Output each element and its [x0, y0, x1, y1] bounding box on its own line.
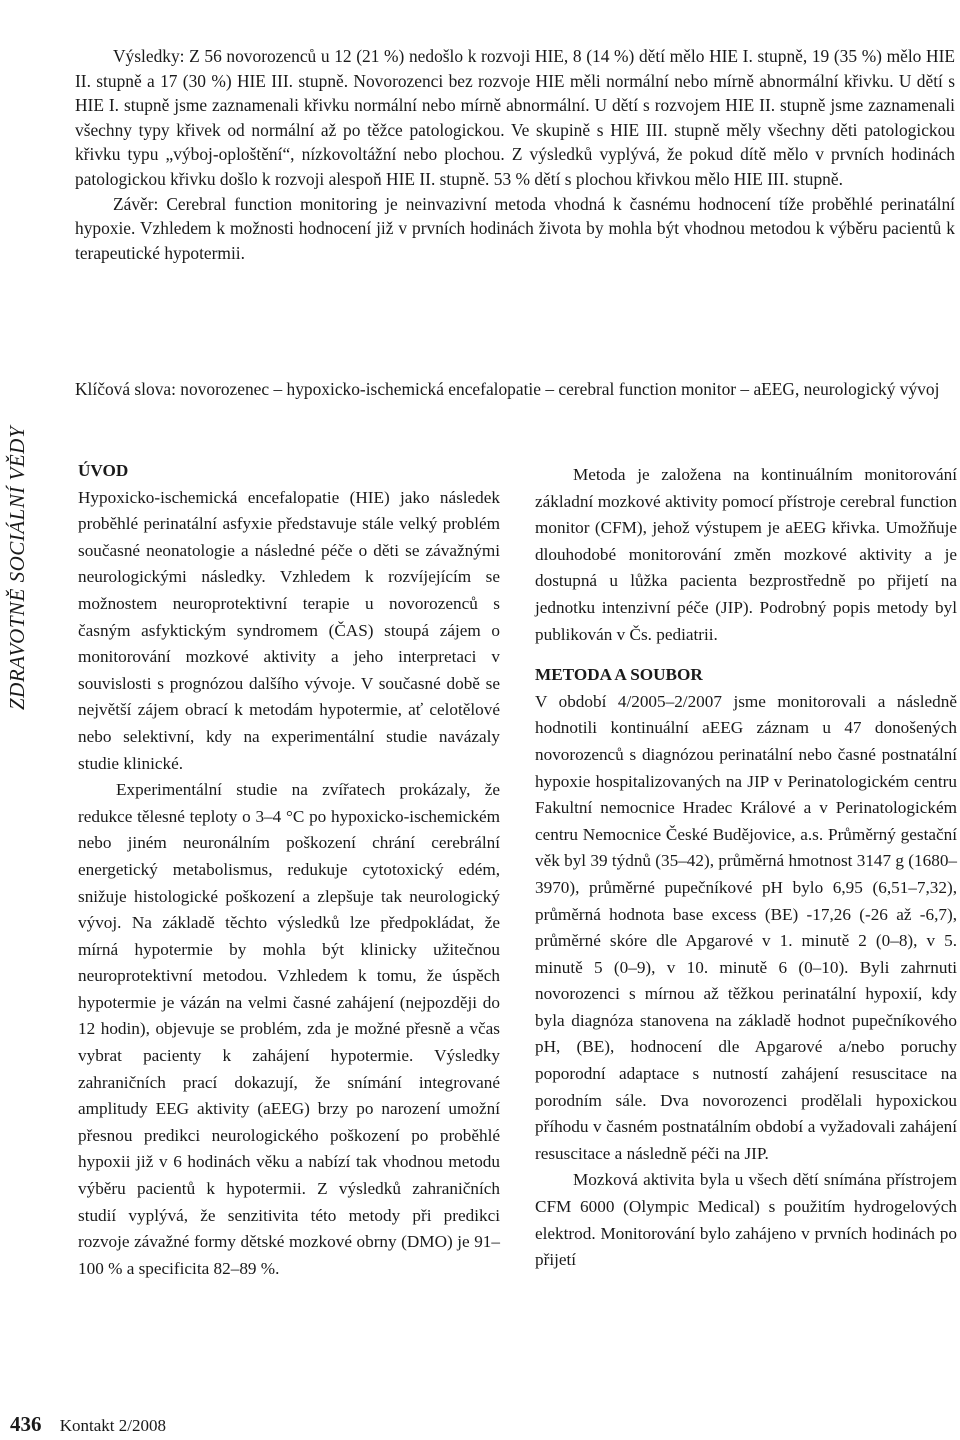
- abstract-results: Výsledky: Z 56 novorozenců u 12 (21 %) nedošlo k rozvoji HIE, 8 (14 %) dětí mělo HIE I. stupně, 19 (35 %) mělo HIE II. stupně a 17 (30 %) HIE III. stupně. Novorozenci bez rozvoje HIE měli normální nebo mírně abnormální křivku. U dětí s HIE I. stupně jsme zaznamenali křivku normální nebo mírně abnormální. U dětí s rozvojem HIE II. stupně jsme zaznamenali všechny typy křivek od normální až po těžce patologickou. Ve skupině s HIE III. stupně měly všechny děti patologickou křivku typu „výboj-oploštění“, nízkovoltážní nebo plochou. Z výsledků vyplývá, že pokud dítě mělo v prvních hodinách patologickou křivku došlo k rozvoji alespoň HIE II. stupně. 53 % dětí s plochou křivkou mělo HIE III. stupně.: [75, 46, 955, 189]
- running-header: [2, 0, 32, 1440]
- running-header-text: ZDRAVOTNĚ SOCIÁLNÍ VĚDY: [5, 425, 29, 710]
- method-intro-paragraph: Metoda je založena na kontinuálním monitorování základní mozkové aktivity pomocí přístroje cerebral function monitor (CFM), jehož výstupem je aEEG křivka. Umožňuje dlouhodobé monitorování změn mozkové aktivity a je dostupná u lůžka pacienta bezprostředně po přijetí na jednotku intenzivní péče (JIP). Podrobný popis metody byl publikován v Čs. pediatrii.: [535, 465, 957, 644]
- keywords: Klíčová slova: novorozenec – hypoxicko-ischemická encefalopatie – cerebral function monitor – aEEG, neurologický vývoj: [75, 379, 940, 399]
- right-column: [535, 462, 957, 1274]
- abstract-conclusion: Závěr: Cerebral function monitoring je neinvazivní metoda vhodná k časnému hodnocení tíže proběhlé perinatální hypoxie. Vzhledem k možnosti hodnocení již v prvních hodinách života by mohla být vhodnou metodou k výběru pacientů k terapeutické hypotermii.: [75, 193, 955, 263]
- page-footer: [10, 1412, 166, 1437]
- methods-paragraph-1: V období 4/2005–2/2007 jsme monitorovali a následně hodnotili kontinuální aEEG záznam u 47 donošených novorozenců s diagnózou perinatální nebo časné postnatální hypoxie hospitalizovaných na JIP v Perinatologickém centru Fakultní nemocnice Hradec Králové a v Perinatologickém centru Nemocnice České Budějovice, a.s. Průměrný gestační věk byl 39 týdnů (35–42), průměrná hmotnost 3147 g (1680–3970), průměrné pupečníkové pH bylo 6,95 (6,51–7,32), průměrná hodnota base excess (BE) -17,26 (-26 až -6,7), průměrné skóre dle Apgarové v 1. minutě 2 (0–8), v 5. minutě 5 (0–9), v 10. minutě 6 (0–10). Byli zahrnuti novorozenci s mírnou až těžkou perinatální hypoxií, kdy byla diagnóza stanovena na základě hodnot pupečníkového pH, (BE), hodnocení dle Apgarové a/nebo poruchy poporodní adaptace s nutností zahájení resuscitace na porodním sále. Dva novorozenci prodělali hypoxickou příhodu v časném postnatálním období a vyžadovali zahájení resuscitace a následně péči na JIP.: [535, 691, 958, 1163]
- abstract: [75, 44, 955, 265]
- intro-paragraph-2: Experimentální studie na zvířatech prokázaly, že redukce tělesné teploty o 3–4 °C po hypoxicko-ischemickém nebo jiném neuronálním poškození chrání cerebrální energetický metabolismus, redukuje cytotoxický edém, snižuje histologické poškození a zlepšuje tak neurologický vývoj. Na základě těchto výsledků lze předpokládat, že mírná hypotermie by mohla být klinicky užitečnou neuroprotektivní metodou. Vzhledem k tomu, že úspěch hypotermie je vázán na velmi časné zahájení (nejpozději do 12 hodin), objevuje se problém, zda je možné přesně a včas vybrat pacienty k zahájení hypotermie. Výsledky zahraničních prací dokazují, že snímání integrované amplitudy EEG aktivity (aEEG) brzy po narození umožní přesnou predikci neurologického poškození po proběhlé hypoxii již v 6 hodinách věku a nabízí tak vhodnou metodu výběru pacientů k hypotermii. Z výsledků zahraničních studií vyplývá, že senzitivita této metody při predikci rozvoje závažné formy dětské mozkové obrny (DMO) je 91–100 % a specificita 82–89 %.: [78, 780, 500, 1278]
- left-column: [78, 458, 500, 1282]
- page-number: 436: [10, 1412, 42, 1436]
- journal-issue: Kontakt 2/2008: [59, 1416, 166, 1435]
- intro-paragraph-1: Hypoxicko-ischemická encefalopatie (HIE) jako následek proběhlé perinatální asfyxie představuje stále velký problém současné neonatologie a následné péče o děti se závažnými neurologickými následky. Vzhledem k rozvíjejícím se možnostem neuroprotektivní terapie u novorozenců s časným asfyktickým syndromem (ČAS) stoupá zájem o monitorování mozkové aktivity a jeho interpretaci v souvislosti s prognózou dalšího vývoje. V současné době se největší zájem obrací k metodám hypotermie, ať celotělové nebo selektivní, kdy na experimentální studie navázaly studie klinické.: [78, 487, 500, 773]
- methods-paragraph-2: Mozková aktivita byla u všech dětí snímána přístrojem CFM 6000 (Olympic Medical) s použitím hydrogelových elektrod. Monitorování bylo zahájeno v prvních hodinách po přijetí: [535, 1170, 957, 1270]
- section-gap: [535, 648, 957, 662]
- section-heading-intro: ÚVOD: [78, 461, 129, 480]
- section-heading-methods: METODA A SOUBOR: [535, 665, 703, 685]
